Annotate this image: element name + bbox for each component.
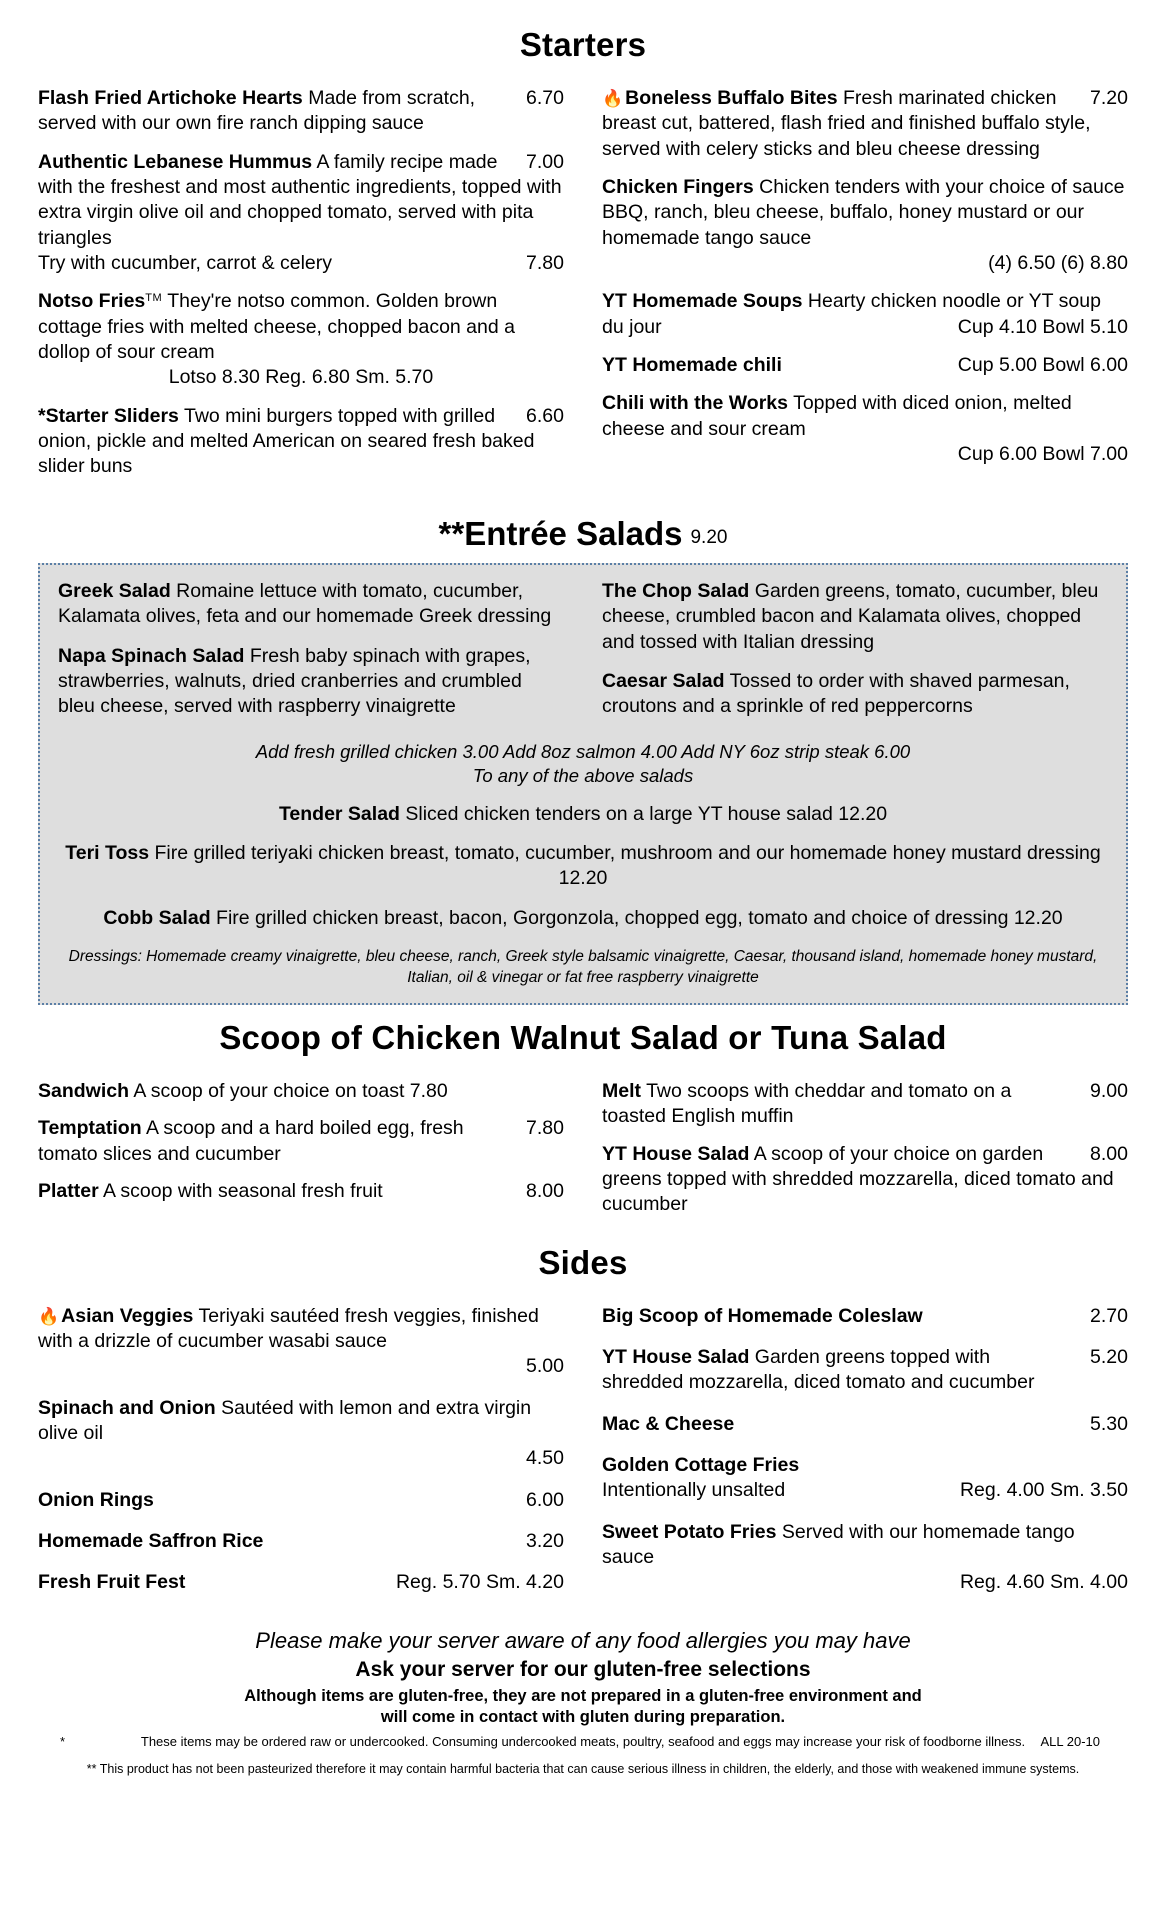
item-description: Chicken tenders with your choice of sauce BBQ, ranch, bleu cheese, buffalo, honey mustard or our homemade tango sauce: [602, 176, 1125, 249]
item-description: Topped with diced onion, melted cheese and sour cream: [602, 392, 1072, 440]
menu-item: [602, 1079, 1128, 1130]
item-description: Garden greens topped with shredded mozzarella, diced tomato and cucumber: [602, 1345, 1035, 1394]
menu-item: [58, 802, 1108, 827]
item-sizes: Cup 6.00 Bowl 7.00: [957, 443, 1128, 466]
menu-item: [38, 1079, 564, 1104]
menu-item: [602, 1304, 1128, 1329]
item-price: 6.60: [526, 404, 564, 427]
item-description: Two scoops with cheddar and tomato on a toasted English muffin: [602, 1079, 1012, 1128]
item-name: Tender Salad: [278, 802, 400, 825]
menu-item: [38, 1396, 564, 1472]
menu-item: [38, 1488, 564, 1513]
dressings-note: Dressings: Homemade creamy vinaigrette, bleu cheese, ranch, Greek style balsamic vinaigrette, Caesar, thousand island, homemade honey mustard, Italian, oil & vinegar or fat free raspberry vinaigrette: [68, 948, 1098, 986]
item-name: Authentic Lebanese Hummus: [38, 150, 313, 173]
footer: [38, 1628, 1128, 1776]
menu-item: [58, 906, 1108, 931]
sides-columns: [38, 1304, 1128, 1612]
item-sizes: (4) 6.50 (6) 8.80: [988, 252, 1128, 275]
entree-salads-columns: [58, 579, 1108, 734]
menu-item: [602, 1345, 1128, 1396]
item-name: YT Homemade chili: [602, 354, 782, 377]
menu-item: [602, 1412, 1128, 1437]
item-name: Chicken Fingers: [602, 176, 754, 199]
item-description: Intentionally unsalted: [602, 1479, 786, 1502]
item-description: Sautéed with lemon and extra virgin olive oil: [38, 1396, 532, 1444]
starters-left-column: [38, 86, 564, 493]
section-title-scoop: Scoop of Chicken Walnut Salad or Tuna Salad: [219, 1018, 947, 1056]
item-description: Romaine lettuce with tomato, cucumber, Kalamata olives, feta and our homemade Greek dressing: [58, 579, 552, 628]
item-description: Fire grilled teriyaki chicken breast, tomato, cucumber, mushroom and our homemade honey mustard dressing 12.20: [154, 841, 1101, 890]
entree-salads-right-column: [602, 579, 1108, 734]
item-sizes: Cup 5.00 Bowl 6.00: [957, 354, 1128, 377]
menu-item: [58, 644, 564, 720]
menu-item: [602, 86, 1128, 162]
menu-item: [602, 669, 1108, 720]
starters-columns: [38, 86, 1128, 493]
item-sizes: Reg. 5.70 Sm. 4.20: [395, 1571, 564, 1594]
item-name: Melt: [602, 1079, 641, 1102]
section-title-starters: Starters: [519, 26, 647, 63]
menu-item: [38, 86, 564, 137]
item-description: A scoop and a hard boiled egg, fresh tomato slices and cucumber: [38, 1117, 464, 1165]
section-title-entree-salads: [38, 515, 1128, 553]
item-name: YT House Salad: [602, 1142, 750, 1165]
item-price: 7.00: [526, 150, 564, 173]
item-description: Teriyaki sautéed fresh veggies, finished with a drizzle of cucumber wasabi sauce: [38, 1304, 539, 1352]
item-extra-text: Try with cucumber, carrot & celery: [38, 252, 333, 275]
asterisk-mark: *: [60, 1733, 66, 1749]
raw-food-disclaimer: [38, 1733, 1128, 1751]
sides-right-column: [602, 1304, 1128, 1612]
item-name: Sandwich: [38, 1079, 130, 1102]
item-price: 5.00: [526, 1355, 564, 1378]
menu-item: [602, 1453, 1128, 1504]
item-name: Teri Toss: [65, 841, 150, 864]
trademark-mark: TM: [145, 292, 163, 305]
item-name: Temptation: [38, 1117, 142, 1140]
entree-salads-box: [38, 563, 1128, 1005]
item-price: 5.20: [1090, 1345, 1128, 1368]
menu-code: ALL 20-10: [1040, 1733, 1100, 1749]
item-name: Cobb Salad: [103, 906, 211, 929]
scoop-right-column: [602, 1079, 1128, 1230]
menu-item: [38, 1116, 564, 1167]
entree-salads-left-column: [58, 579, 564, 734]
scoop-left-column: [38, 1079, 564, 1230]
item-extra-line: [38, 251, 564, 276]
item-sizes: Reg. 4.00 Sm. 3.50: [959, 1479, 1128, 1502]
item-name: Chili with the Works: [602, 392, 788, 415]
item-price: 3.20: [526, 1529, 564, 1552]
item-name: Napa Spinach Salad: [58, 644, 245, 667]
pasteurization-disclaimer: ** This product has not been pasteurized therefore it may contain harmful bacteria that can cause serious illness in children, the elderly, and those with weakened immune systems.: [86, 1762, 1080, 1777]
menu-item: [602, 579, 1108, 655]
starters-right-column: [602, 86, 1128, 493]
allergy-note: Please make your server aware of any food allergies you may have: [255, 1627, 911, 1653]
menu-item: [58, 579, 564, 630]
entree-salads-price: 9.20: [690, 526, 728, 548]
item-price: 7.20: [1090, 87, 1128, 109]
item-sizes: Lotso 8.30 Reg. 6.80 Sm. 5.70: [168, 366, 434, 389]
item-name: Boneless Buffalo Bites: [625, 87, 838, 109]
item-name: Flash Fried Artichoke Hearts: [38, 87, 303, 109]
item-price: 6.70: [526, 87, 564, 109]
item-name: The Chop Salad: [602, 579, 750, 602]
item-name: Platter: [38, 1179, 99, 1202]
item-description: A scoop of your choice on garden greens topped with shredded mozzarella, diced tomato and cucumber: [602, 1142, 1114, 1216]
menu-item: [38, 1304, 564, 1380]
menu-item: [602, 289, 1128, 340]
menu-item: [602, 1142, 1128, 1218]
salad-addons-line1: Add fresh grilled chicken 3.00 Add 8oz salmon 4.00 Add NY 6oz strip steak 6.00: [255, 740, 911, 762]
gluten-disclaimer-line1: Although items are gluten-free, they are not prepared in a gluten-free environment and: [244, 1686, 922, 1705]
menu-item: [58, 841, 1108, 892]
item-name: Golden Cottage Fries: [602, 1453, 800, 1476]
item-price: 9.00: [1090, 1079, 1128, 1102]
item-name: Greek Salad: [58, 579, 171, 602]
item-name: Spinach and Onion: [38, 1396, 216, 1419]
raw-food-text: These items may be ordered raw or undercooked. Consuming undercooked meats, poultry, seafood and eggs may increase your risk of foodborne illness.: [140, 1733, 1026, 1749]
item-description: Tossed to order with shaved parmesan, croutons and a sprinkle of red peppercorns: [602, 669, 1070, 718]
item-description: Garden greens, tomato, cucumber, bleu cheese, crumbled bacon and Kalamata olives, chopped and tossed with Italian dressing: [602, 579, 1099, 653]
gluten-disclaimer-line2: will come in contact with gluten during preparation.: [380, 1708, 786, 1727]
item-description: Two mini burgers topped with grilled onion, pickle and melted American on seared fresh baked slider buns: [38, 404, 535, 478]
menu-item: [602, 391, 1128, 467]
scoop-columns: [38, 1079, 1128, 1230]
item-price: 4.50: [526, 1447, 564, 1470]
item-extra-price: 7.80: [526, 252, 564, 275]
gluten-free-note: Ask your server for our gluten-free selections: [355, 1657, 811, 1681]
item-description: Fresh marinated chicken breast cut, battered, flash fried and finished buffalo style, served with celery sticks and bleu cheese dressing: [602, 87, 1091, 160]
menu-item: [602, 175, 1128, 276]
entree-salads-title: **Entrée Salads: [438, 514, 683, 552]
section-title-sides: Sides: [538, 1243, 628, 1281]
menu-item: [38, 1179, 564, 1204]
item-price: 8.00: [1090, 1142, 1128, 1165]
item-price: 2.70: [1090, 1304, 1128, 1327]
salad-addons-line2: To any of the above salads: [472, 764, 694, 786]
item-description: They're notso common. Golden brown cottage fries with melted cheese, chopped bacon and a dollop of sour cream: [38, 290, 515, 364]
item-name: Onion Rings: [38, 1488, 154, 1511]
item-name: Homemade Saffron Rice: [38, 1529, 264, 1552]
item-name: Mac & Cheese: [602, 1412, 735, 1435]
item-name: Caesar Salad: [602, 669, 725, 692]
item-name: Big Scoop of Homemade Coleslaw: [602, 1304, 923, 1327]
item-description: Fire grilled chicken breast, bacon, Gorgonzola, chopped egg, tomato and choice of dressing 12.20: [216, 906, 1063, 929]
item-description: Sliced chicken tenders on a large YT house salad 12.20: [405, 802, 888, 825]
menu-item: [38, 1529, 564, 1554]
item-price: 6.00: [526, 1488, 564, 1511]
item-name: Sweet Potato Fries: [602, 1520, 777, 1543]
item-sizes: Reg. 4.60 Sm. 4.00: [959, 1571, 1128, 1594]
item-name: YT House Salad: [602, 1345, 750, 1368]
item-price: 7.80: [526, 1117, 564, 1140]
flame-icon: 🔥: [38, 1306, 60, 1326]
item-name: YT Homemade Soups: [602, 290, 803, 313]
item-price: 5.30: [1090, 1412, 1128, 1435]
item-name: Asian Veggies: [61, 1304, 194, 1327]
menu-item: [38, 404, 564, 480]
item-name: Fresh Fruit Fest: [38, 1571, 186, 1594]
menu-item: [38, 1570, 564, 1595]
item-description: A scoop of your choice on toast 7.80: [133, 1079, 448, 1102]
item-description: Hearty chicken noodle or YT soup du jour: [602, 290, 1101, 338]
sides-left-column: [38, 1304, 564, 1612]
item-sizes: Cup 4.10 Bowl 5.10: [957, 315, 1128, 338]
item-name: *Starter Sliders: [38, 404, 179, 427]
item-description: Served with our homemade tango sauce: [602, 1520, 1075, 1568]
gluten-disclaimer: [38, 1686, 1128, 1729]
item-description: A scoop with seasonal fresh fruit: [103, 1179, 383, 1202]
item-price: 8.00: [526, 1179, 564, 1202]
item-name: Notso Fries: [38, 290, 146, 313]
flame-icon: 🔥: [602, 89, 624, 108]
menu-item: [602, 1520, 1128, 1596]
item-description: Made from scratch, served with our own fire ranch dipping sauce: [38, 87, 476, 135]
item-description: A family recipe made with the freshest and most authentic ingredients, topped with extra virgin olive oil and chopped tomato, served with pita triangles: [38, 150, 562, 249]
salad-addons: [58, 740, 1108, 788]
menu-item: [38, 289, 564, 390]
menu-item: [38, 150, 564, 277]
menu-item: [602, 353, 1128, 378]
item-description: Fresh baby spinach with grapes, strawberries, walnuts, dried cranberries and crumbled bleu cheese, served with raspberry vinaigrette: [58, 644, 531, 718]
